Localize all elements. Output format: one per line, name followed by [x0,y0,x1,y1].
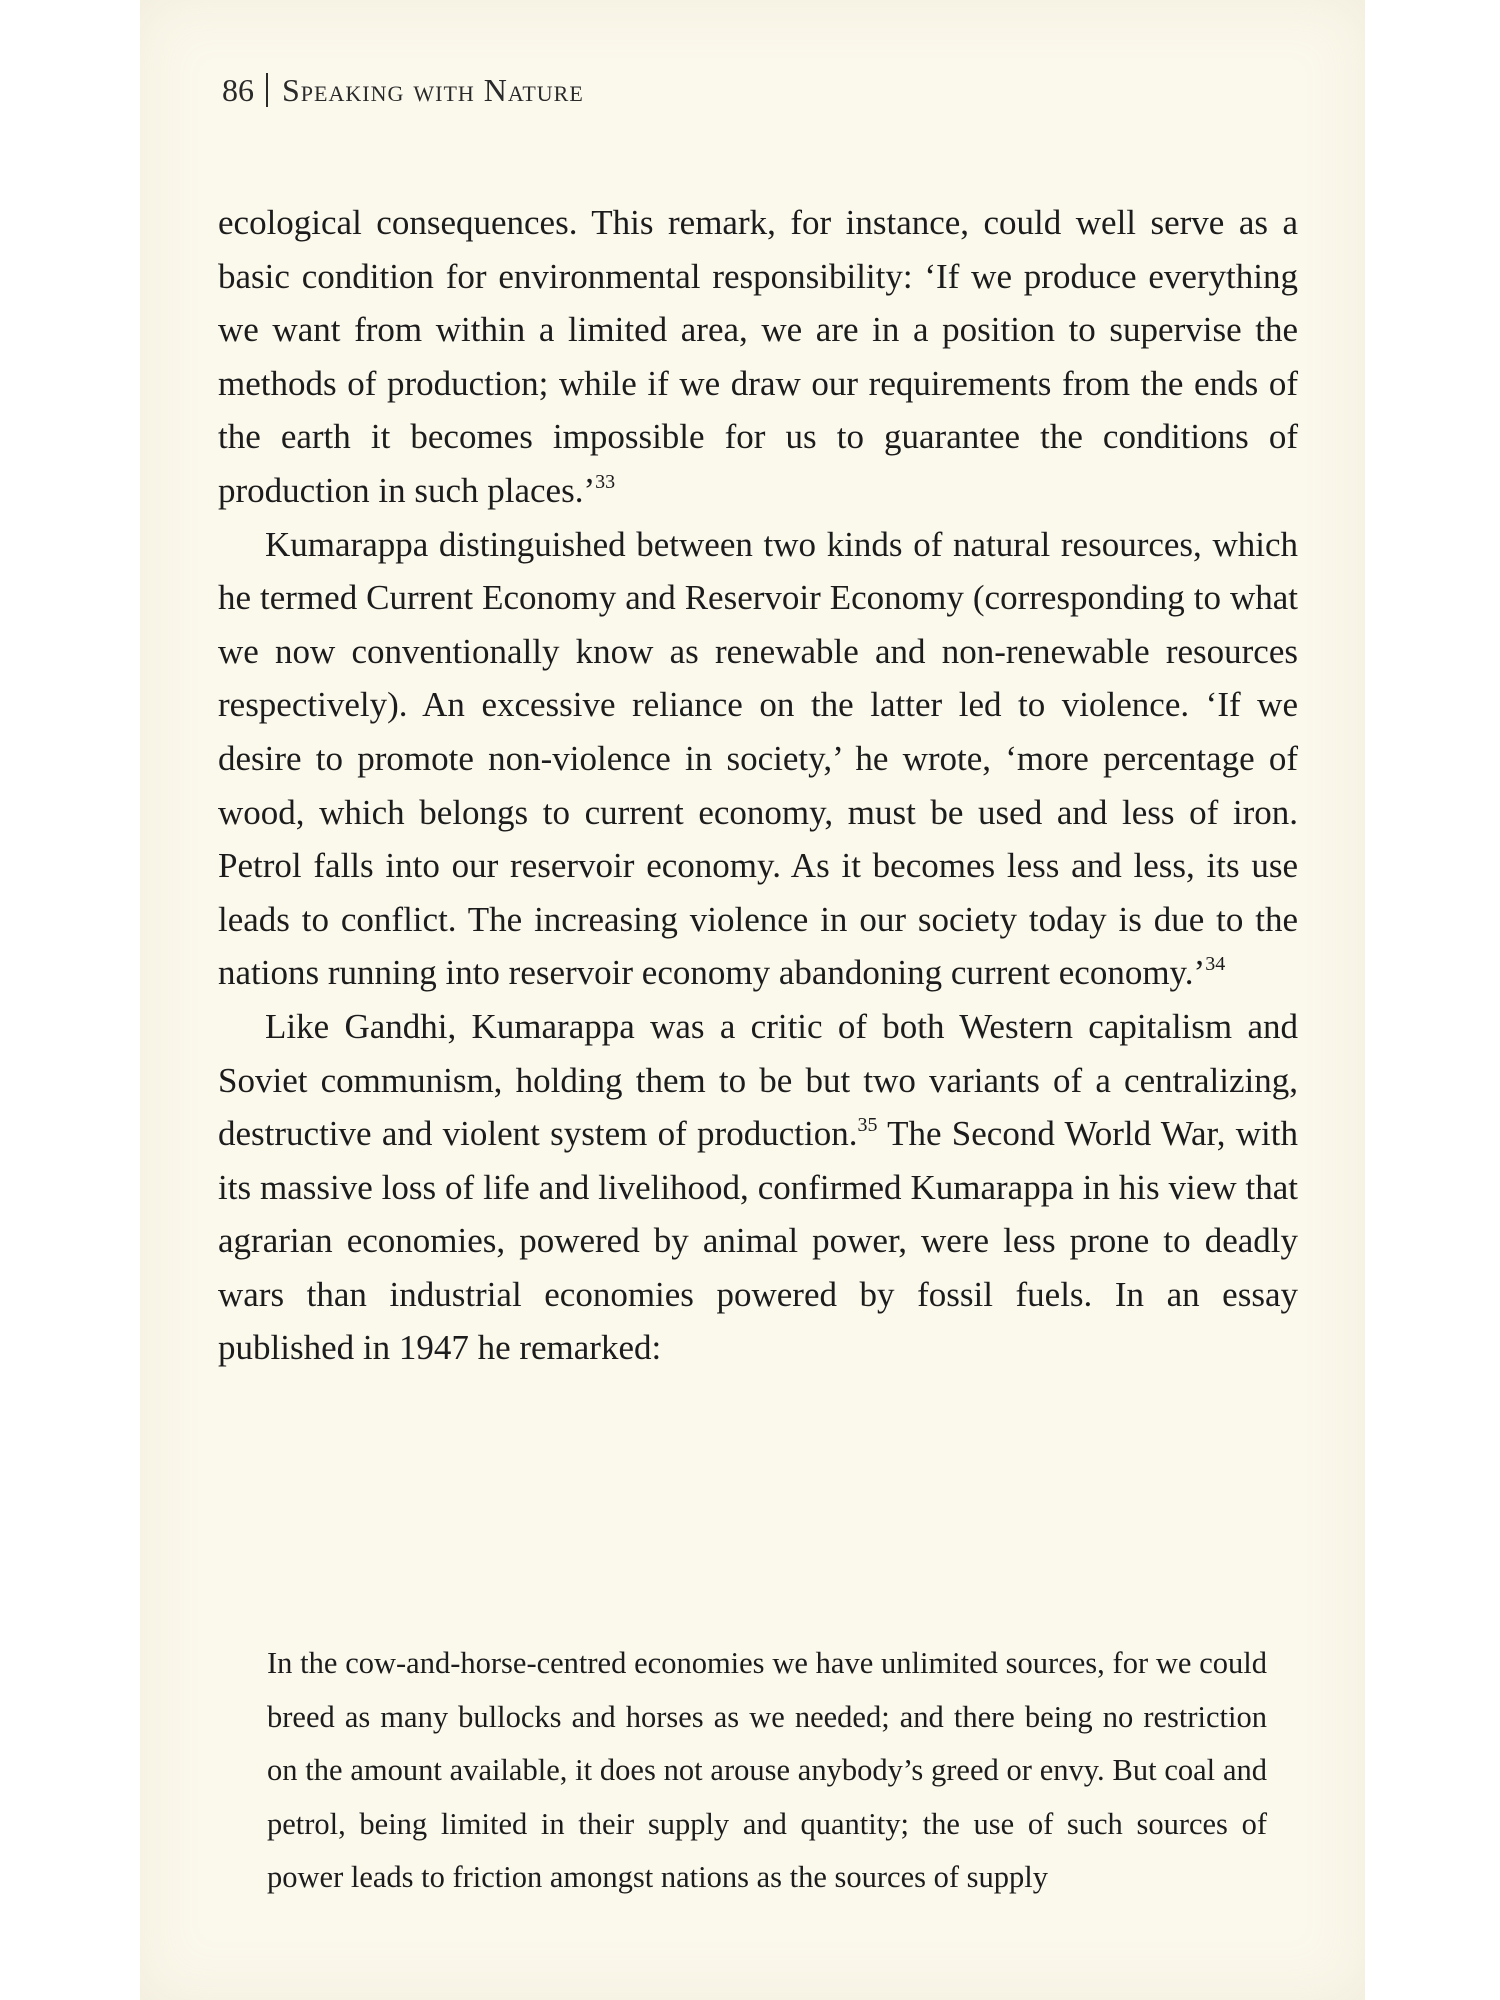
page-number: 86 [222,72,254,108]
footnote-ref-35: 35 [857,1114,878,1137]
running-head [222,68,584,112]
paragraph-2 [218,518,1298,1000]
footnote-ref-33: 33 [595,470,616,493]
book-page [140,0,1365,2000]
paragraph-2-text: Kumarappa distinguished between two kinds of natural resources, which he termed Current Economy and Reservoir Economy (corresponding to what we now conventionally know as renewable and non-renewable resources respectively). An excessive reliance on the latter led to violence. ‘If we desire to promote non-violence in society,’ he wrote, ‘more percentage of wood, which belongs to current economy, must be used and less of iron. Petrol falls into our reservoir economy. As it becomes less and less, its use leads to conflict. The increasing violence in our society today is due to the nations running into reservoir economy abandoning current economy.’ [218,524,1298,993]
paragraph-1 [218,196,1298,518]
paragraph-3-text-b: The Second World War, with its massive loss of life and livelihood, confirmed Kumarappa in his view that agrarian economies, powered by animal power, were less prone to deadly wars than industrial economies powered by fossil fuels. In an essay published in 1947 he remarked: [218,1114,1298,1368]
book-title: Speaking with Nature [282,72,584,108]
paragraph-1-text: ecological consequences. This remark, for instance, could well serve as a basic condition for environmental responsibility: ‘If we produce everything we want from within a limited area, we are in a position to supervise the methods of production; while if we draw our requirements from the ends of the earth it becomes impossible for us to guarantee the conditions of production in such places.’ [218,203,1298,510]
block-quote-text: In the cow-and-horse-centred economies we have unlimited sources, for we could breed as many bullocks and horses as we needed; and there being no restriction on the amount available, it does not arouse anybody’s greed or envy. But coal and petrol, being limited in their supply and quantity; the use of such sources of power leads to friction amongst nations as the sources of supply [267,1646,1267,1895]
paragraph-3 [218,1000,1298,1375]
body-text [218,196,1298,1375]
header-divider [266,73,268,107]
block-quote [267,1637,1267,1905]
footnote-ref-34: 34 [1205,953,1226,976]
paragraph-3-text-a: Like Gandhi, Kumarappa was a critic of both Western capitalism and Soviet communism, holding them to be but two variants of a centralizing, destructive and violent system of production. [218,1006,1298,1154]
